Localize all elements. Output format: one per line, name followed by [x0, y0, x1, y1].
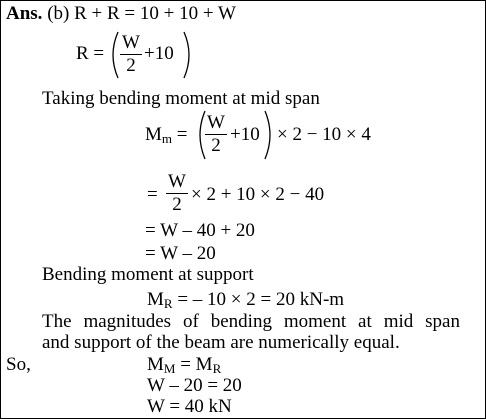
step3: = W – 40 + 20 — [145, 220, 255, 241]
answer-equation: (b) R + R = 10 + 10 + W — [47, 3, 236, 24]
mm-equals: = — [176, 124, 188, 145]
mr-line — [147, 290, 344, 310]
magnitudes-line-1: The magnitudes of bending moment at mid span — [42, 311, 460, 332]
fraction-numerator: W — [207, 112, 225, 133]
mm-lhs — [145, 125, 188, 145]
so-label: So, — [6, 354, 31, 375]
mm-plus-term: +10 — [230, 124, 260, 145]
mm-symbol: M — [145, 124, 162, 145]
eq1-line — [147, 355, 221, 375]
answer-line-1 — [6, 4, 236, 24]
r-plus-term: +10 — [144, 43, 174, 64]
eq1-middle: = M — [175, 354, 213, 375]
step4: = W – 20 — [145, 243, 216, 264]
r-fraction — [120, 33, 142, 76]
mr-equation: = – 10 × 2 = 20 kN-m — [172, 289, 345, 310]
eq3-line: W = 40 kN — [147, 396, 232, 417]
fraction-denominator: 2 — [172, 194, 182, 215]
right-paren — [263, 110, 277, 160]
mm-subscript: m — [161, 131, 173, 146]
support-heading: Bending moment at support — [42, 264, 254, 285]
eq2-line: W – 20 = 20 — [147, 375, 242, 396]
step2-rest: × 2 + 10 × 2 − 40 — [191, 184, 325, 205]
eq1-subscript-1: M — [163, 361, 176, 376]
mr-symbol: M — [147, 289, 164, 310]
eq1-subscript-2: R — [212, 361, 222, 376]
magnitudes-line-2: and support of the beam are numerically equal. — [42, 332, 400, 353]
right-paren — [182, 31, 196, 79]
answer-label: Ans. — [6, 3, 43, 24]
mr-subscript: R — [163, 296, 173, 311]
eq1-symbol-1: M — [147, 354, 164, 375]
fraction-denominator: 2 — [211, 135, 221, 156]
left-paren — [106, 31, 120, 79]
mm-fraction — [205, 113, 227, 156]
fraction-numerator: W — [168, 171, 186, 192]
taking-bending-moment: Taking bending moment at mid span — [42, 88, 320, 109]
step2-fraction — [166, 172, 188, 215]
mm-rest: × 2 − 10 × 4 — [277, 124, 371, 145]
fraction-numerator: W — [122, 32, 140, 53]
fraction-denominator: 2 — [126, 55, 136, 76]
step2-equals: = — [147, 184, 158, 205]
r-lhs: R = — [76, 43, 105, 64]
